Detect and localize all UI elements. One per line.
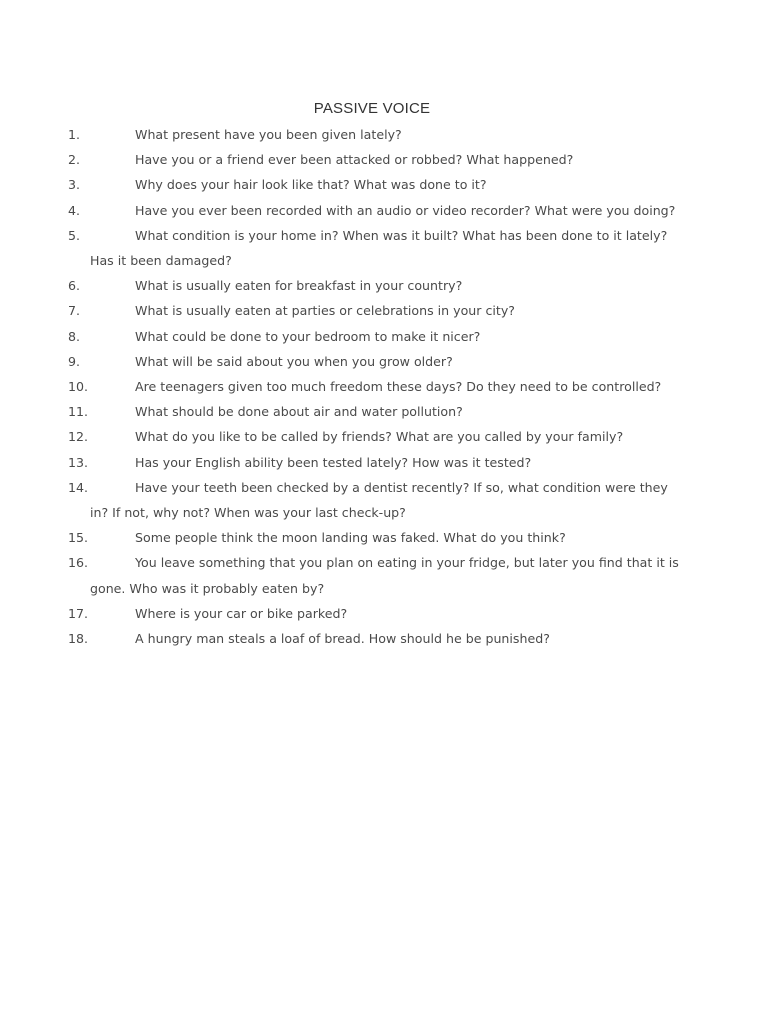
question-text: Have you ever been recorded with an audio or video recorder? What were you doing? xyxy=(135,202,676,218)
question-item xyxy=(0,475,768,525)
question-text: What is usually eaten at parties or celebrations in your city? xyxy=(135,303,515,319)
question-text: Some people think the moon landing was faked. What do you think? xyxy=(135,530,566,546)
question-number: 6. xyxy=(68,278,81,294)
question-text: Where is your car or bike parked? xyxy=(135,605,348,621)
question-number: 16. xyxy=(68,555,89,571)
question-number: 9. xyxy=(68,353,81,369)
question-text: A hungry man steals a loaf of bread. How should he be punished? xyxy=(135,631,550,647)
question-number: 14. xyxy=(68,479,89,495)
question-text: Are teenagers given too much freedom these days? Do they need to be controlled? xyxy=(135,379,662,395)
question-number: 18. xyxy=(68,631,89,647)
question-number: 2. xyxy=(68,152,81,168)
question-item xyxy=(0,550,768,600)
question-item xyxy=(0,626,768,651)
question-item xyxy=(0,122,768,147)
question-text: What condition is your home in? When was it built? What has been done to it lately? Has it been damaged? xyxy=(90,227,668,269)
question-item xyxy=(0,349,768,374)
question-text: You leave something that you plan on eating in your fridge, but later you find that it is gone. Who was it probably eaten by? xyxy=(90,555,679,596)
question-number: 8. xyxy=(68,328,81,344)
question-item xyxy=(0,424,768,449)
question-text: Why does your hair look like that? What was done to it? xyxy=(135,177,487,193)
question-number: 12. xyxy=(68,429,89,445)
question-item xyxy=(0,147,768,172)
question-number: 11. xyxy=(68,404,89,420)
question-item xyxy=(0,525,768,550)
question-item xyxy=(0,198,768,223)
question-number: 17. xyxy=(68,605,89,621)
question-text: Have your teeth been checked by a dentist recently? If so, what condition were they in? If not, why not? When was your last check-up? xyxy=(90,479,668,521)
question-number: 15. xyxy=(68,530,89,546)
question-item xyxy=(0,450,768,475)
question-number: 10. xyxy=(68,379,89,395)
question-number: 4. xyxy=(68,202,81,218)
question-number: 13. xyxy=(68,454,89,470)
question-text: Have you or a friend ever been attacked or robbed? What happened? xyxy=(135,152,574,168)
page-title: PASSIVE VOICE xyxy=(313,100,431,117)
question-item xyxy=(0,298,768,323)
question-text: What should be done about air and water pollution? xyxy=(135,404,463,420)
question-item xyxy=(0,399,768,424)
question-item xyxy=(0,374,768,399)
question-number: 5. xyxy=(68,227,81,243)
question-item xyxy=(0,273,768,298)
question-number: 7. xyxy=(68,303,81,319)
question-text: Has your English ability been tested lately? How was it tested? xyxy=(135,454,532,470)
question-text: What is usually eaten for breakfast in your country? xyxy=(135,278,463,294)
question-text: What do you like to be called by friends? What are you called by your family? xyxy=(135,429,624,445)
question-item xyxy=(0,172,768,197)
question-list xyxy=(0,122,768,651)
question-text: What present have you been given lately? xyxy=(135,127,402,142)
question-text: What will be said about you when you grow older? xyxy=(135,353,453,369)
question-item xyxy=(0,223,768,273)
question-number: 3. xyxy=(68,177,81,193)
question-item xyxy=(0,601,768,626)
question-number: 1. xyxy=(68,127,81,142)
question-item xyxy=(0,324,768,349)
question-text: What could be done to your bedroom to make it nicer? xyxy=(135,328,481,344)
